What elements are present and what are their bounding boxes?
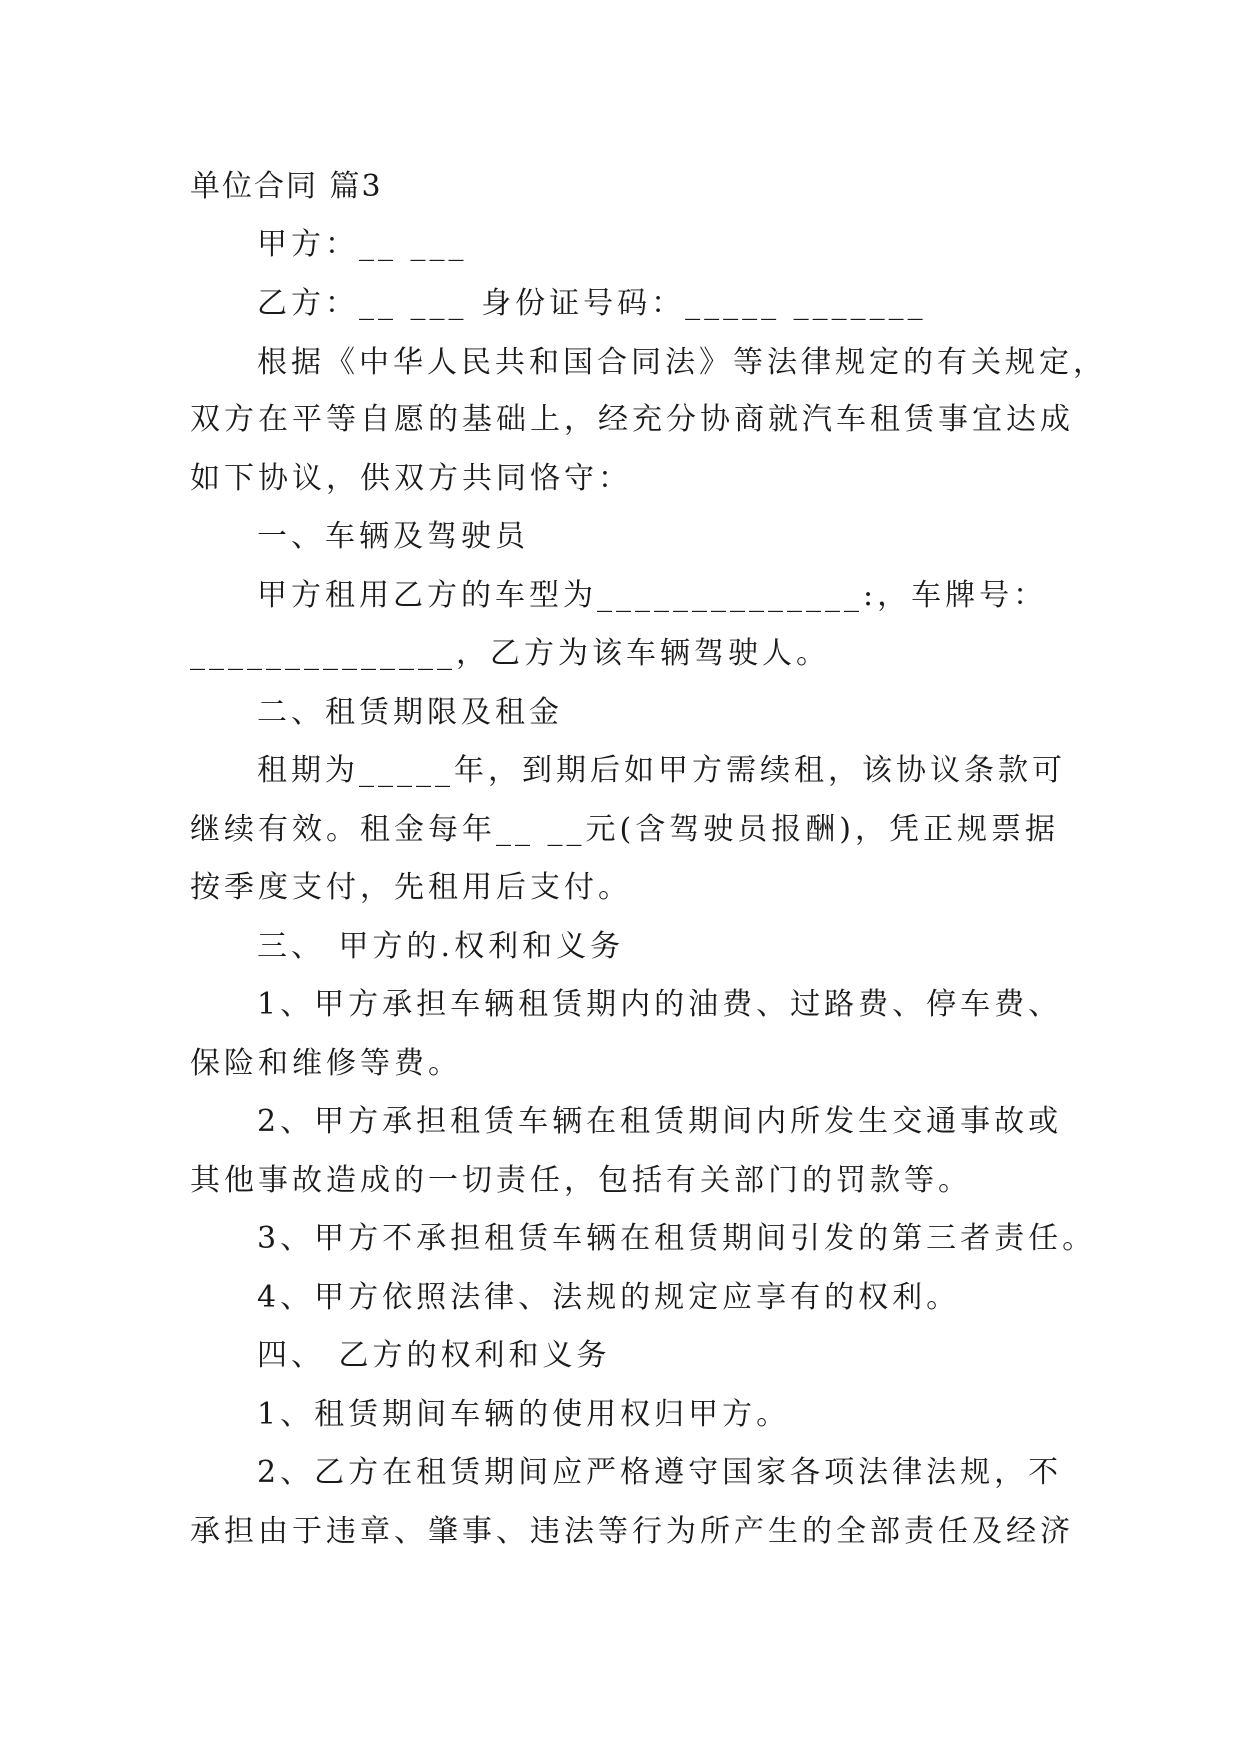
section-heading: 一、车辆及驾驶员 <box>257 519 529 554</box>
paragraph-line: 3、甲方不承担租赁车辆在租赁期间引发的第三者责任。 <box>257 1221 1097 1256</box>
paragraph-line: 1、租赁期间车辆的使用权归甲方。 <box>257 1397 791 1432</box>
paragraph-line: 其他事故造成的一切责任，包括有关部门的罚款等。 <box>190 1163 972 1198</box>
document-title: 单位合同 篇3 <box>190 169 383 204</box>
paragraph-line: 2、乙方在租赁期间应严格遵守国家各项法律法规，不 <box>257 1455 1063 1490</box>
paragraph-line: 继续有效。租金每年__ __元(含驾驶员报酬)，凭正规票据 <box>190 812 1059 847</box>
section-heading: 二、租赁期限及租金 <box>257 695 563 730</box>
party-b-line: 乙方：__ ___ 身份证号码：_____ _______ <box>257 286 927 321</box>
paragraph-line: 甲方租用乙方的车型为______________:，车牌号： <box>257 578 1048 613</box>
paragraph-line: 按季度支付，先租用后支付。 <box>190 870 632 905</box>
paragraph-line: 租期为_____年，到期后如甲方需续租，该协议条款可 <box>257 753 1066 788</box>
section-heading: 四、 乙方的权利和义务 <box>257 1338 611 1373</box>
paragraph-line: 4、甲方依照法律、法规的规定应享有的权利。 <box>257 1280 961 1315</box>
paragraph-line: 1、甲方承担车辆租赁期内的油费、过路费、停车费、 <box>257 987 1063 1022</box>
party-a-line: 甲方：__ ___ <box>257 227 468 262</box>
section-heading: 三、 甲方的.权利和义务 <box>257 929 625 964</box>
paragraph-line: 承担由于违章、肇事、违法等行为所产生的全部责任及经济 <box>190 1514 1074 1549</box>
paragraph-line: 根据《中华人民共和国合同法》等法律规定的有关规定， <box>257 345 1107 380</box>
paragraph-line: 双方在平等自愿的基础上，经充分协商就汽车租赁事宜达成 <box>190 402 1074 437</box>
paragraph-line: ______________，乙方为该车辆驾驶人。 <box>190 636 830 671</box>
paragraph-line: 2、甲方承担租赁车辆在租赁期间内所发生交通事故或 <box>257 1104 1063 1139</box>
paragraph-line: 保险和维修等费。 <box>190 1046 462 1081</box>
paragraph-line: 如下协议，供双方共同恪守： <box>190 461 632 496</box>
